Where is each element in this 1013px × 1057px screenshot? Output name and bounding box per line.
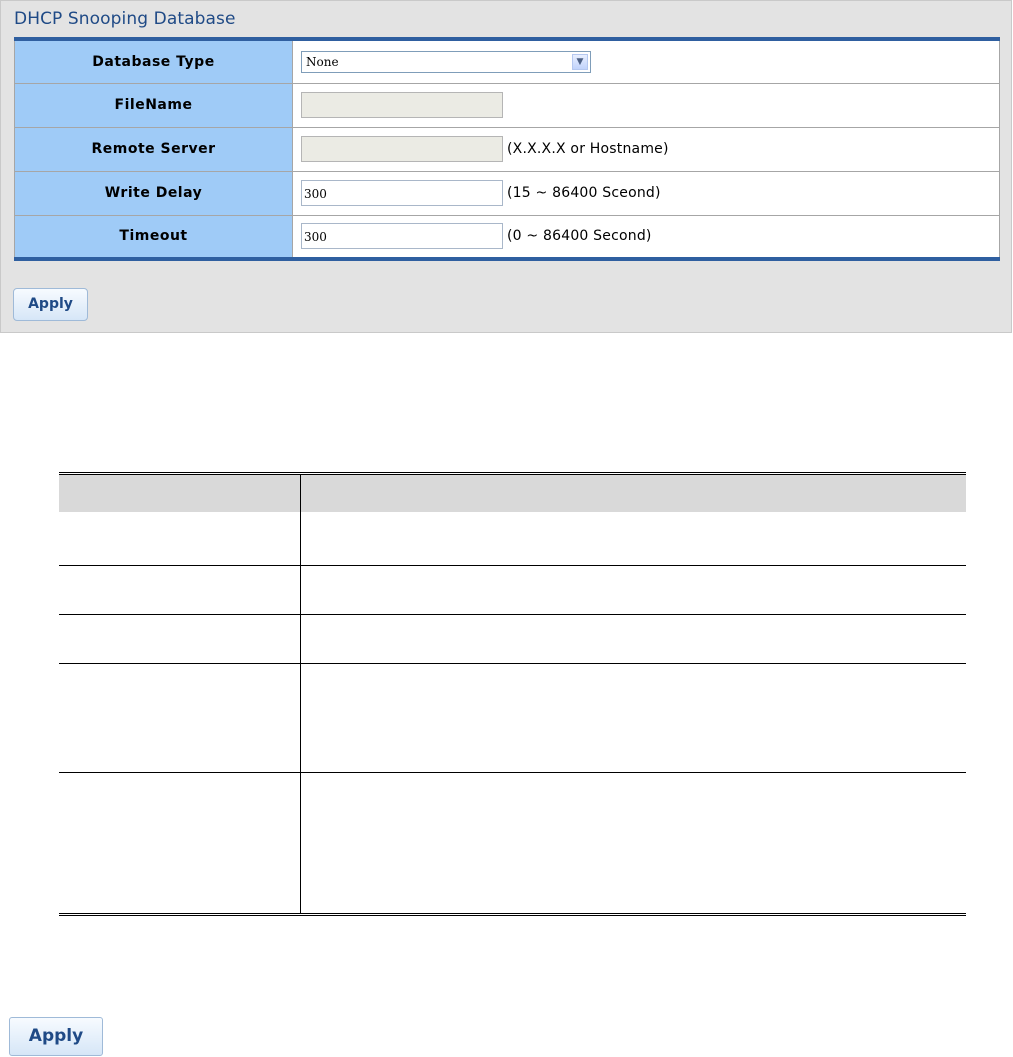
write-delay-label: Write Delay [15,171,293,215]
dhcp-snooping-database-panel [0,0,1012,333]
row-remote-server [15,127,1000,171]
config-table [14,37,1000,261]
description-cell [301,566,967,615]
filename-input[interactable] [301,92,503,118]
description-table [59,472,966,916]
description-cell [301,512,967,566]
description-cell [301,773,967,915]
row-write-delay [15,171,1000,215]
apply-button[interactable]: Apply [13,288,88,321]
write-delay-hint: (15 ~ 86400 Sceond) [507,185,661,201]
table-row [59,664,966,773]
table-row [59,615,966,664]
description-cell [301,664,967,773]
row-timeout [15,215,1000,259]
remote-server-input[interactable] [301,136,503,162]
database-type-select[interactable] [301,51,591,73]
table-row [59,773,966,915]
filename-label: FileName [15,83,293,127]
timeout-hint: (0 ~ 86400 Second) [507,228,652,245]
remote-server-label: Remote Server [15,127,293,171]
object-cell [59,615,301,664]
object-cell [59,664,301,773]
write-delay-input[interactable]: 300 [301,180,503,206]
database-type-label: Database Type [15,39,293,83]
table-row [59,566,966,615]
object-cell [59,566,301,615]
object-header [59,474,301,513]
table-row [59,512,966,566]
database-type-selected: None [306,54,339,69]
row-filename [15,83,1000,127]
panel-title: DHCP Snooping Database [14,9,236,29]
footer-apply-button[interactable]: Apply [9,1017,103,1056]
chevron-down-icon[interactable]: ▼ [572,54,588,70]
timeout-label: Timeout [15,215,293,259]
description-header [301,474,967,513]
timeout-input[interactable]: 300 [301,223,503,249]
object-cell [59,773,301,915]
description-cell [301,615,967,664]
row-database-type [15,39,1000,83]
object-cell [59,512,301,566]
remote-server-hint: (X.X.X.X or Hostname) [507,141,669,157]
description-header-row [59,474,966,513]
